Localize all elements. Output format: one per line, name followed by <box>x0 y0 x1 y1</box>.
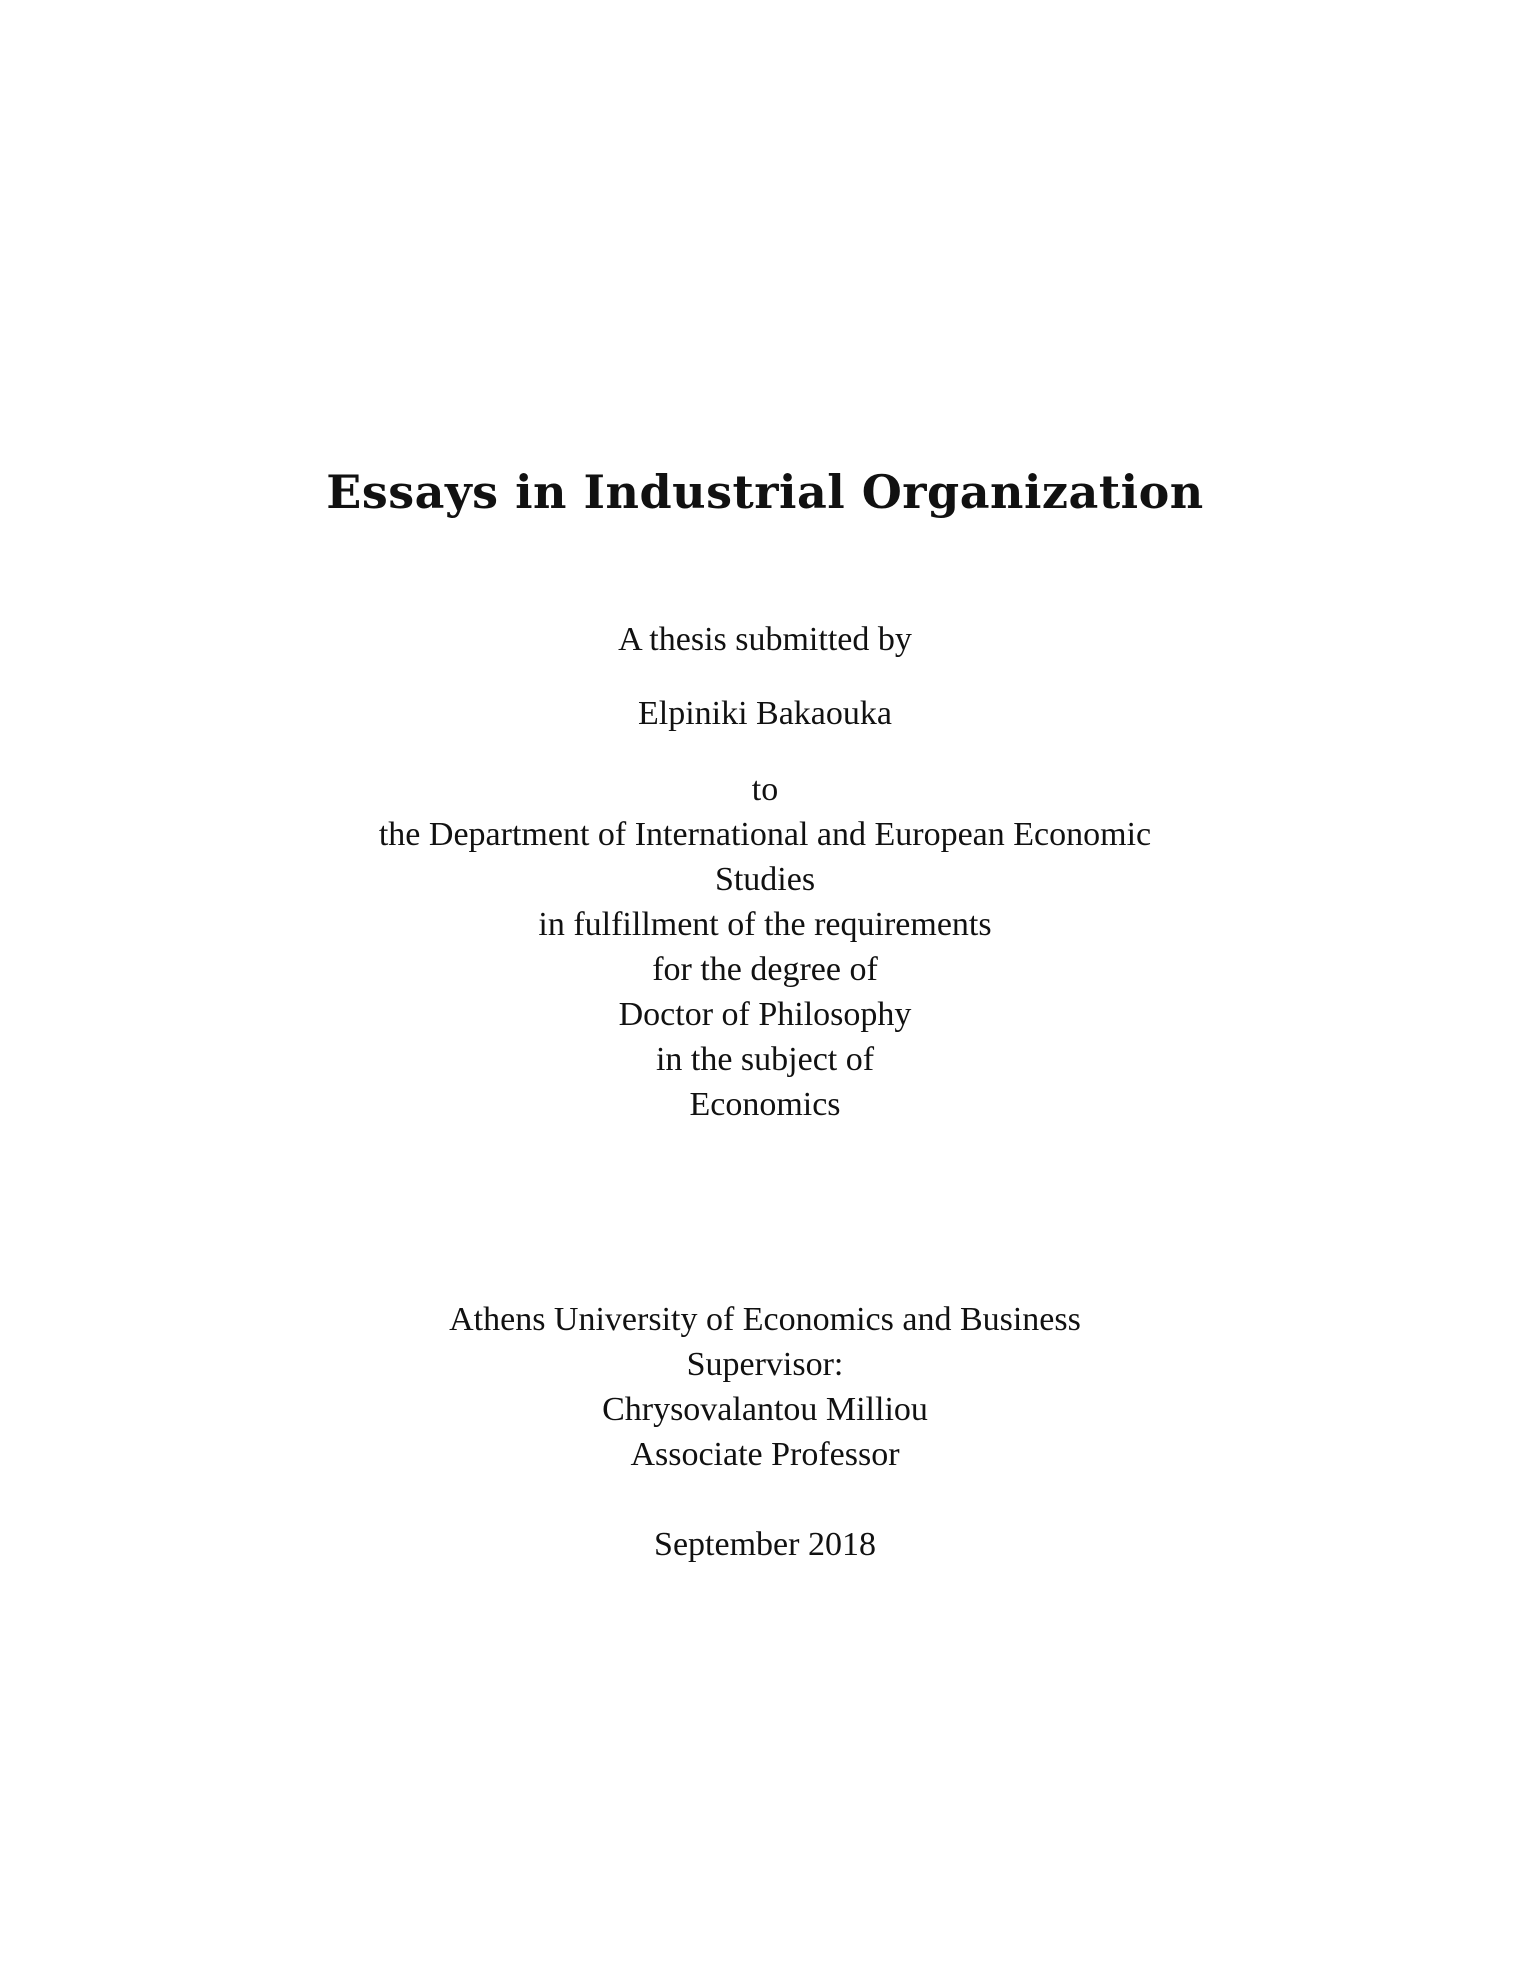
thesis-title: Essays in Industrial Organization <box>326 465 1204 519</box>
university-name: Athens University of Economics and Business <box>449 1301 1081 1338</box>
department-line-1: the Department of International and European Economic <box>378 816 1152 853</box>
submission-date: September 2018 <box>654 1526 876 1563</box>
author-name: Elpiniki Bakaouka <box>637 695 892 732</box>
supervisor-name: Chrysovalantou Milliou <box>602 1391 928 1428</box>
to-label: to <box>751 771 779 808</box>
degree-name: Doctor of Philosophy <box>618 996 912 1033</box>
degree-label: for the degree of <box>652 951 878 988</box>
submitted-by-label: A thesis submitted by <box>618 621 912 658</box>
department-line-2: Studies <box>714 861 816 898</box>
subject-name: Economics <box>689 1086 841 1123</box>
supervisor-title: Associate Professor <box>630 1436 900 1473</box>
fulfillment-text: in fulfillment of the requirements <box>538 906 992 943</box>
supervisor-label: Supervisor: <box>686 1346 844 1383</box>
subject-label: in the subject of <box>655 1041 875 1078</box>
